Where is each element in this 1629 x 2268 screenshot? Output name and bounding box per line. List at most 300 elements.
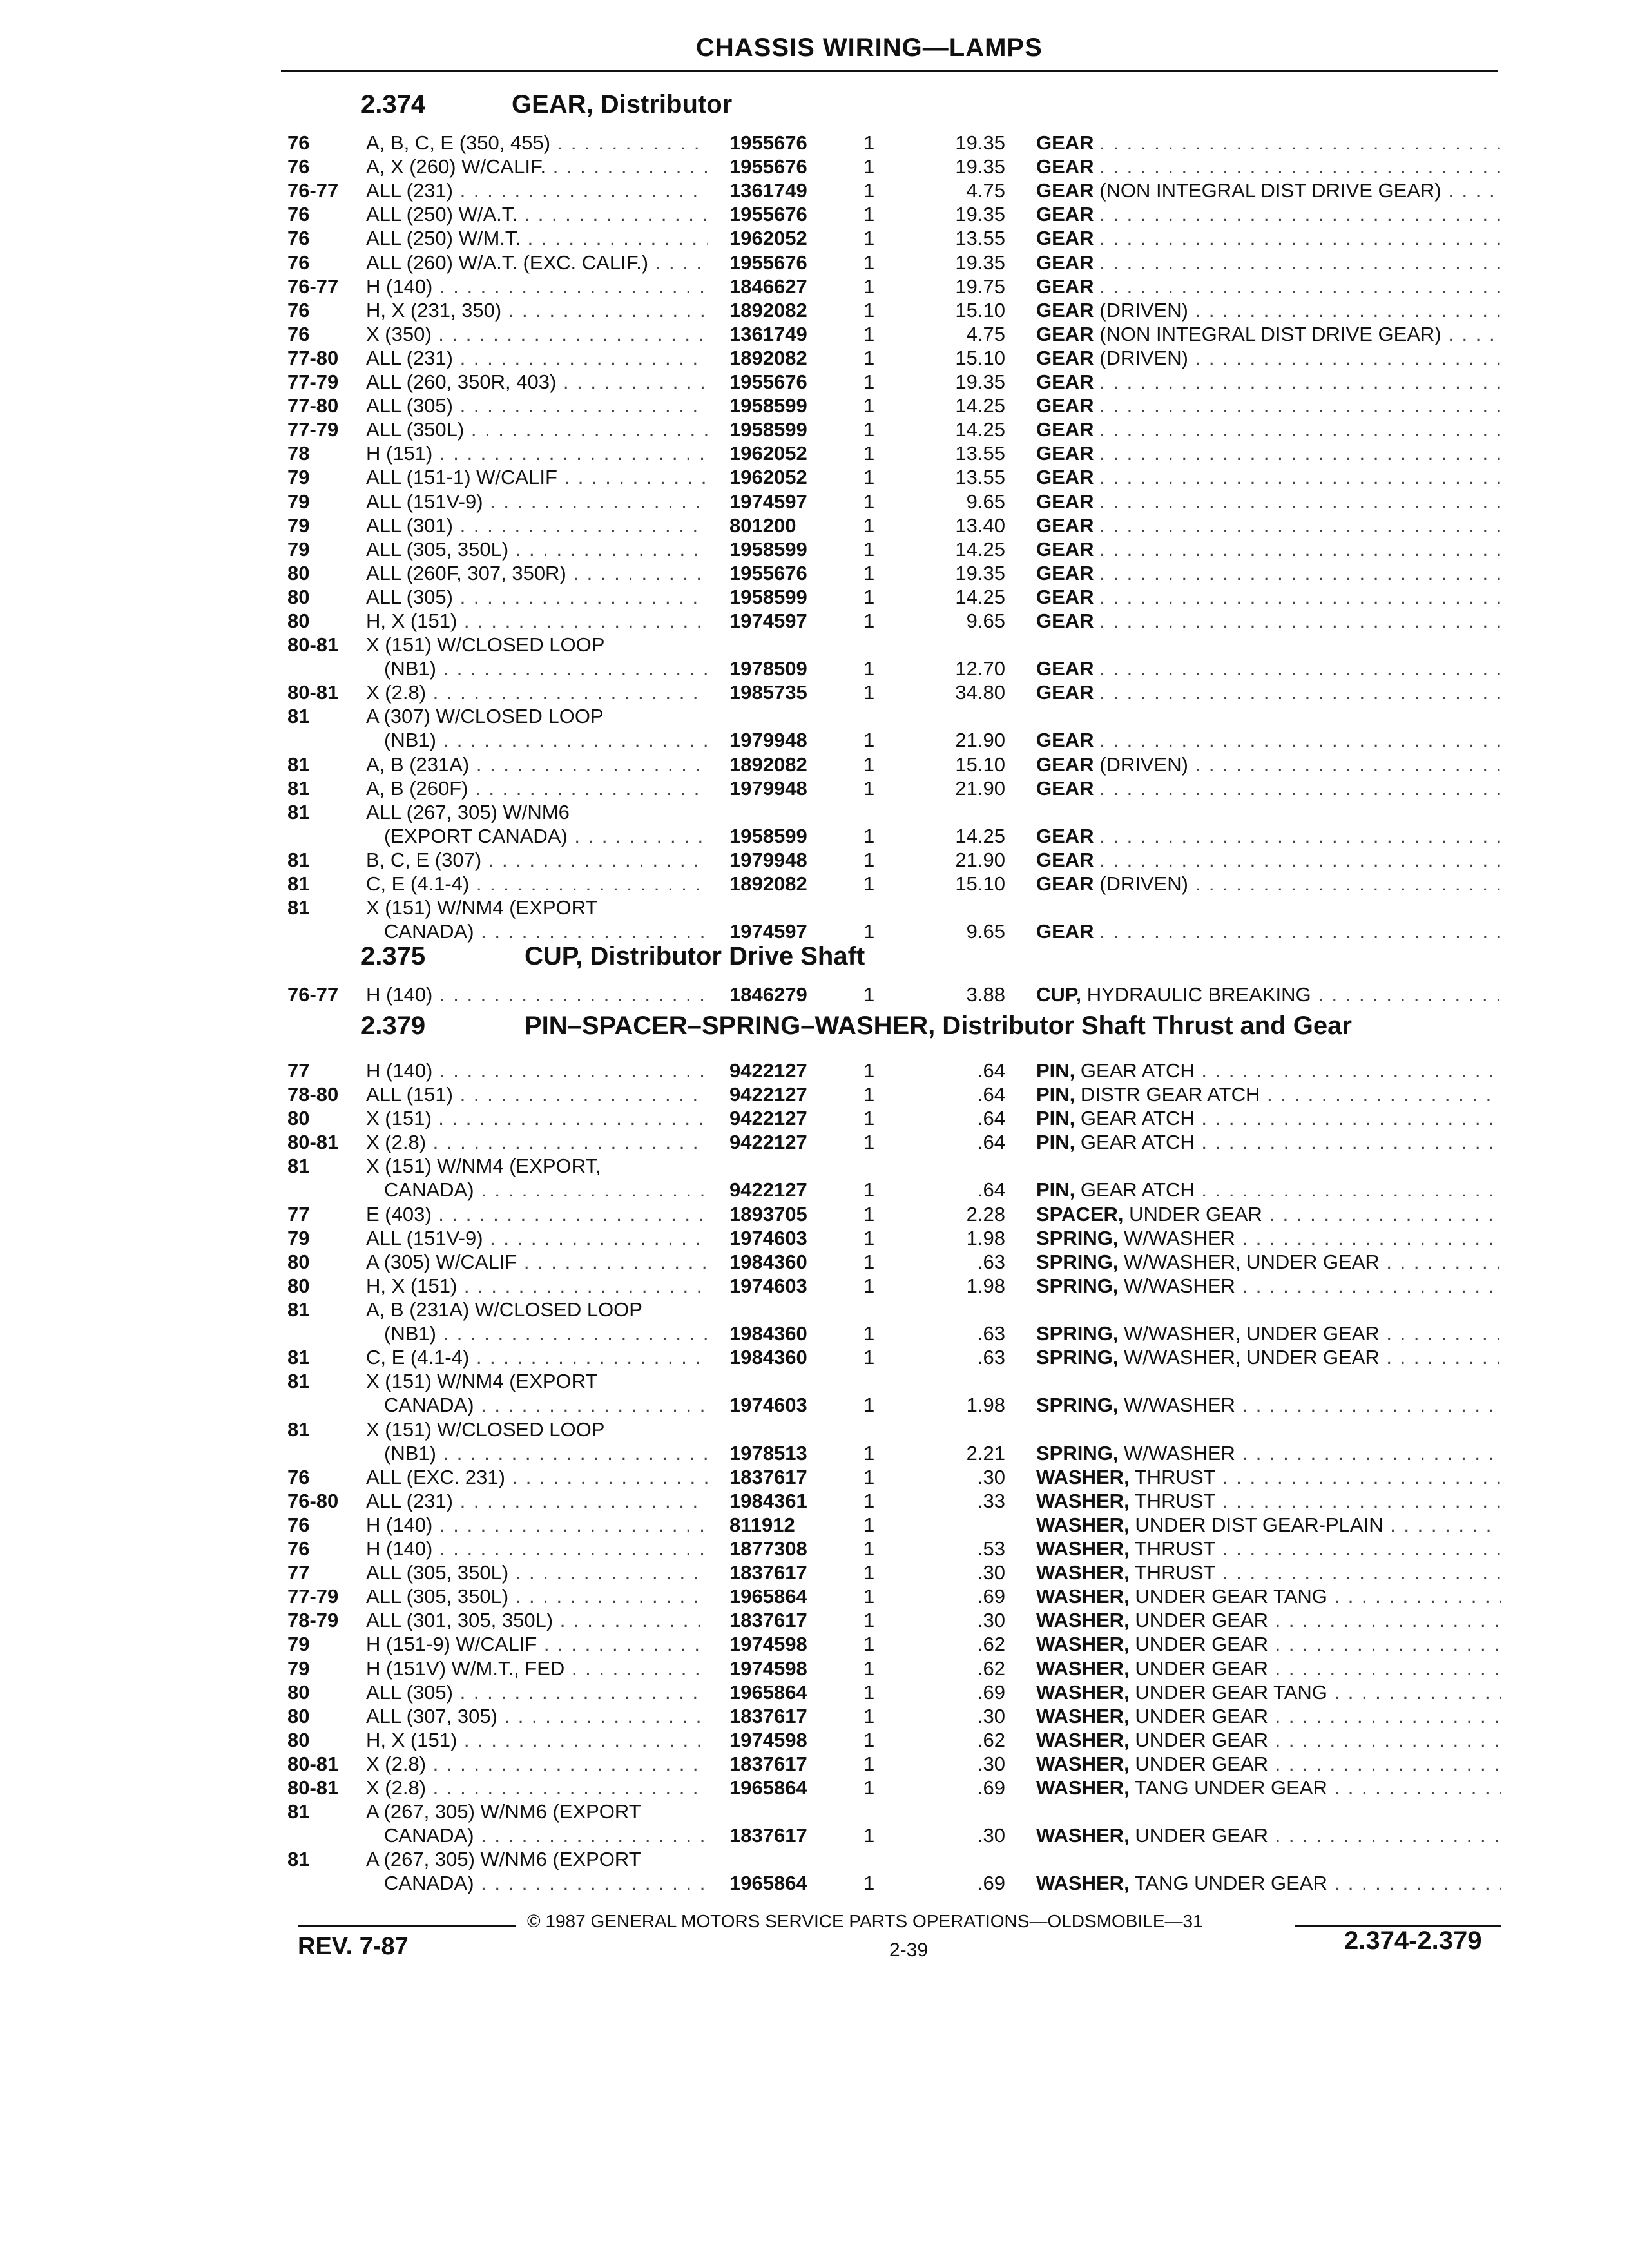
- description-cell: [1036, 490, 1501, 514]
- description-text: W/WASHER: [1124, 1226, 1235, 1249]
- description-cell: [1036, 728, 1501, 752]
- application-cell: A, X (260) W/CALIF. . . .: [366, 155, 708, 178]
- application-cell: X (151) W/NM4 (EXPORT: [366, 1370, 598, 1393]
- table-row: [0, 896, 1629, 943]
- year-cell: 78-80: [287, 1083, 339, 1106]
- description-text: THRUST: [1134, 1537, 1216, 1560]
- year-cell: 76: [287, 1465, 310, 1488]
- year-cell: 81: [287, 1848, 310, 1871]
- quantity-cell: 1: [863, 849, 875, 871]
- table-row: [0, 983, 1629, 1006]
- application-cell: X (2.8) . . .: [366, 680, 708, 704]
- table-row: [0, 1418, 1629, 1465]
- year-cell: 76: [287, 1537, 310, 1560]
- application-cell: A (305) W/CALIF . . .: [366, 1250, 708, 1274]
- description-cell: [1036, 1059, 1501, 1082]
- description-cell: [1036, 680, 1501, 704]
- quantity-cell: 1: [863, 657, 875, 680]
- title-rule: [281, 70, 1498, 72]
- application-cell: H (151) . . .: [366, 441, 708, 465]
- quantity-cell: 1: [863, 346, 875, 369]
- part-number-cell: 1955676: [729, 251, 807, 274]
- table-row: [0, 298, 1629, 322]
- quantity-cell: 1: [863, 1752, 875, 1775]
- price-cell: 13.55: [955, 442, 1005, 465]
- table-row: [0, 155, 1629, 178]
- price-cell: 19.35: [955, 155, 1005, 178]
- year-cell: 80-81: [287, 1776, 339, 1799]
- table-row: [0, 1345, 1629, 1369]
- part-number-cell: 1962052: [729, 466, 807, 489]
- description-cell: [1036, 418, 1501, 441]
- description-keyword: SPRING,: [1036, 1226, 1119, 1249]
- part-number-cell: 1979948: [729, 776, 807, 800]
- application-cell: ALL (305, 350L) . . .: [366, 1584, 708, 1608]
- table-row: [0, 1250, 1629, 1274]
- part-number-cell: 1955676: [729, 561, 807, 584]
- table-row: [0, 370, 1629, 394]
- description-cell: [1036, 1776, 1501, 1800]
- table-row: [0, 800, 1629, 848]
- year-cell: 80: [287, 1728, 310, 1751]
- year-cell: 77-80: [287, 346, 339, 369]
- description-keyword: WASHER,: [1036, 1465, 1130, 1488]
- section-number: 2.375: [361, 942, 426, 970]
- application-cell: X (2.8) . . .: [366, 1776, 708, 1800]
- price-cell: 15.10: [955, 872, 1005, 896]
- application-cell: H (140) . . .: [366, 983, 708, 1006]
- footer-section-range: 2.374-2.379: [1344, 1927, 1482, 1955]
- description-keyword: GEAR: [1036, 155, 1094, 178]
- description-cell: [1036, 1274, 1501, 1298]
- price-cell: 34.80: [955, 681, 1005, 704]
- price-cell: 14.25: [955, 824, 1005, 847]
- quantity-cell: 1: [863, 274, 875, 298]
- description-keyword: GEAR: [1036, 394, 1094, 418]
- part-number-cell: 1979948: [729, 849, 807, 871]
- year-cell: 76: [287, 131, 310, 154]
- description-cell: [1036, 1608, 1501, 1632]
- quantity-cell: 1: [863, 561, 875, 584]
- price-cell: .63: [977, 1346, 1005, 1369]
- quantity-cell: 1: [863, 585, 875, 608]
- table-row: [0, 1369, 1629, 1417]
- quantity-cell: 1: [863, 227, 875, 250]
- description-text: UNDER GEAR: [1135, 1752, 1269, 1775]
- part-number-cell: 1974597: [729, 920, 807, 943]
- application-cell: H (140) . . .: [366, 1059, 708, 1082]
- description-text: UNDER GEAR TANG: [1135, 1680, 1327, 1704]
- table-row: [0, 346, 1629, 370]
- price-cell: 15.10: [955, 298, 1005, 322]
- description-keyword: SPRING,: [1036, 1346, 1119, 1369]
- description-cell: [1036, 983, 1501, 1006]
- description-cell: [1036, 1178, 1501, 1202]
- quantity-cell: 1: [863, 537, 875, 561]
- quantity-cell: 1: [863, 298, 875, 322]
- description-keyword: CUP,: [1036, 983, 1082, 1006]
- quantity-cell: 1: [863, 1561, 875, 1584]
- description-cell: [1036, 561, 1501, 585]
- part-number-cell: 9422127: [729, 1131, 807, 1154]
- section-number: 2.379: [361, 1012, 426, 1040]
- price-cell: .64: [977, 1083, 1005, 1106]
- year-cell: 81: [287, 896, 310, 919]
- description-cell: [1036, 848, 1501, 872]
- price-cell: .63: [977, 1322, 1005, 1345]
- year-cell: 76: [287, 251, 310, 274]
- quantity-cell: 1: [863, 753, 875, 776]
- description-keyword: WASHER,: [1036, 1776, 1130, 1799]
- part-number-cell: 1837617: [729, 1704, 807, 1727]
- year-cell: 77-79: [287, 1585, 339, 1608]
- part-number-cell: 1361749: [729, 322, 807, 345]
- price-cell: 9.65: [966, 610, 1005, 632]
- year-cell: 79: [287, 490, 310, 513]
- description-cell: [1036, 1561, 1501, 1584]
- year-cell: 79: [287, 514, 310, 537]
- section-title: GEAR, Distributor: [512, 90, 733, 119]
- quantity-cell: 1: [863, 394, 875, 418]
- year-cell: 80: [287, 585, 310, 608]
- description-text: UNDER GEAR: [1135, 1609, 1269, 1632]
- description-keyword: WASHER,: [1036, 1513, 1130, 1536]
- year-cell: 78: [287, 442, 310, 465]
- application-cell: X (151) W/NM4 (EXPORT,: [366, 1155, 601, 1178]
- section-heading: [361, 90, 1521, 125]
- description-keyword: GEAR: [1036, 370, 1094, 393]
- quantity-cell: 1: [863, 1226, 875, 1249]
- description-cell: [1036, 872, 1501, 896]
- description-keyword: GEAR: [1036, 729, 1094, 752]
- application-cell-continued: (NB1) . . .: [384, 657, 708, 680]
- description-keyword: GEAR: [1036, 585, 1094, 608]
- price-cell: 9.65: [966, 490, 1005, 513]
- year-cell: 77: [287, 1059, 310, 1082]
- price-cell: 2.21: [966, 1441, 1005, 1465]
- quantity-cell: 1: [863, 1824, 875, 1847]
- table-row: [0, 1800, 1629, 1847]
- application-cell: X (2.8) . . .: [366, 1752, 708, 1776]
- description-keyword: GEAR: [1036, 657, 1094, 680]
- description-cell: [1036, 1537, 1501, 1561]
- price-cell: .30: [977, 1465, 1005, 1488]
- quantity-cell: 1: [863, 1107, 875, 1130]
- quantity-cell: 1: [863, 514, 875, 537]
- application-cell: C, E (4.1-4) . . .: [366, 872, 708, 896]
- application-cell: ALL (307, 305) . . .: [366, 1704, 708, 1728]
- description-keyword: GEAR: [1036, 849, 1094, 871]
- part-number-cell: 1978509: [729, 657, 807, 680]
- year-cell: 80: [287, 561, 310, 584]
- price-cell: .62: [977, 1633, 1005, 1656]
- description-keyword: WASHER,: [1036, 1489, 1130, 1512]
- description-cell: [1036, 1489, 1501, 1513]
- footer-rule-left: [298, 1925, 516, 1927]
- quantity-cell: 1: [863, 824, 875, 847]
- part-number-cell: 1984360: [729, 1250, 807, 1273]
- quantity-cell: 1: [863, 1465, 875, 1488]
- table-row: [0, 465, 1629, 489]
- description-cell: [1036, 1465, 1501, 1489]
- application-cell: ALL (260F, 307, 350R) . . .: [366, 561, 708, 585]
- quantity-cell: 1: [863, 920, 875, 943]
- description-text: UNDER GEAR: [1135, 1657, 1269, 1680]
- description-keyword: SPRING,: [1036, 1250, 1119, 1273]
- description-cell: [1036, 1393, 1501, 1417]
- description-keyword: GEAR: [1036, 298, 1094, 322]
- price-cell: 19.35: [955, 370, 1005, 393]
- description-text: (NON INTEGRAL DIST DRIVE GEAR): [1099, 322, 1441, 345]
- price-cell: 1.98: [966, 1274, 1005, 1297]
- application-cell: B, C, E (307) . . .: [366, 848, 708, 872]
- part-number-cell: 9422127: [729, 1083, 807, 1106]
- application-cell-continued: CANADA) . . .: [384, 1823, 708, 1847]
- year-cell: 79: [287, 1657, 310, 1680]
- table-row: [0, 704, 1629, 752]
- description-cell: [1036, 1321, 1501, 1345]
- year-cell: 77-80: [287, 394, 339, 418]
- description-cell: [1036, 919, 1501, 943]
- quantity-cell: 1: [863, 1872, 875, 1895]
- quantity-cell: 1: [863, 1250, 875, 1273]
- quantity-cell: 1: [863, 251, 875, 274]
- year-cell: 81: [287, 872, 310, 896]
- price-cell: .64: [977, 1131, 1005, 1154]
- application-cell: ALL (231) . . .: [366, 346, 708, 370]
- price-cell: .30: [977, 1824, 1005, 1847]
- description-cell: [1036, 394, 1501, 418]
- description-text: (DRIVEN): [1099, 872, 1188, 896]
- quantity-cell: 1: [863, 1394, 875, 1417]
- description-cell: [1036, 657, 1501, 680]
- price-cell: 14.25: [955, 585, 1005, 608]
- table-row: [0, 1298, 1629, 1345]
- description-text: GEAR ATCH: [1080, 1178, 1195, 1202]
- description-cell: [1036, 226, 1501, 250]
- section-number: 2.374: [361, 90, 426, 119]
- part-number-cell: 1978513: [729, 1441, 807, 1465]
- price-cell: .62: [977, 1657, 1005, 1680]
- description-cell: [1036, 1250, 1501, 1274]
- year-cell: 80: [287, 1274, 310, 1297]
- price-cell: 15.10: [955, 346, 1005, 369]
- year-cell: 80: [287, 1107, 310, 1130]
- part-number-cell: 1965864: [729, 1872, 807, 1895]
- description-keyword: WASHER,: [1036, 1537, 1130, 1560]
- application-cell: H, X (151) . . .: [366, 609, 708, 633]
- part-number-cell: 1955676: [729, 155, 807, 178]
- description-keyword: GEAR: [1036, 824, 1094, 847]
- description-cell: [1036, 1345, 1501, 1369]
- application-cell: ALL (305) . . .: [366, 585, 708, 609]
- part-number-cell: 1958599: [729, 418, 807, 441]
- part-number-cell: 1974597: [729, 490, 807, 513]
- application-cell: A, B, C, E (350, 455) . . .: [366, 131, 708, 155]
- part-number-cell: 1979948: [729, 729, 807, 752]
- price-cell: 1.98: [966, 1226, 1005, 1249]
- application-cell: C, E (4.1-4) . . .: [366, 1345, 708, 1369]
- year-cell: 81: [287, 1346, 310, 1369]
- description-cell: [1036, 346, 1501, 370]
- description-text: W/WASHER, UNDER GEAR: [1124, 1322, 1380, 1345]
- part-number-cell: 1837617: [729, 1824, 807, 1847]
- quantity-cell: 1: [863, 418, 875, 441]
- part-number-cell: 9422127: [729, 1107, 807, 1130]
- year-cell: 81: [287, 1298, 310, 1321]
- description-text: W/WASHER: [1124, 1394, 1235, 1417]
- year-cell: 76: [287, 227, 310, 250]
- description-text: THRUST: [1134, 1489, 1216, 1512]
- part-number-cell: 1958599: [729, 585, 807, 608]
- price-cell: 4.75: [966, 322, 1005, 345]
- description-keyword: GEAR: [1036, 442, 1094, 465]
- table-row: [0, 394, 1629, 418]
- application-cell: H, X (151) . . .: [366, 1274, 708, 1298]
- application-cell-continued: CANADA) . . .: [384, 1393, 708, 1417]
- price-cell: 19.35: [955, 251, 1005, 274]
- description-text: W/WASHER: [1124, 1274, 1235, 1297]
- price-cell: .69: [977, 1872, 1005, 1895]
- description-keyword: WASHER,: [1036, 1633, 1130, 1656]
- description-cell: [1036, 753, 1501, 776]
- description-keyword: GEAR: [1036, 514, 1094, 537]
- year-cell: 76: [287, 1513, 310, 1536]
- part-number-cell: 1985735: [729, 681, 807, 704]
- description-keyword: WASHER,: [1036, 1680, 1130, 1704]
- application-cell: ALL (305, 350L) . . .: [366, 1561, 708, 1584]
- part-number-cell: 1974598: [729, 1633, 807, 1656]
- description-cell: [1036, 1657, 1501, 1680]
- description-keyword: GEAR: [1036, 418, 1094, 441]
- part-number-cell: 1974597: [729, 610, 807, 632]
- application-cell: A, B (231A) W/CLOSED LOOP: [366, 1298, 642, 1321]
- application-cell-continued: (EXPORT CANADA) . . .: [384, 824, 708, 848]
- description-keyword: PIN,: [1036, 1059, 1075, 1082]
- application-cell: ALL (151V-9) . . .: [366, 1226, 708, 1250]
- quantity-cell: 1: [863, 1178, 875, 1202]
- section-title: CUP, Distributor Drive Shaft: [525, 942, 865, 970]
- description-cell: [1036, 1513, 1501, 1537]
- price-cell: 13.55: [955, 466, 1005, 489]
- quantity-cell: 1: [863, 1657, 875, 1680]
- year-cell: 80: [287, 610, 310, 632]
- table-row: [0, 1489, 1629, 1513]
- description-keyword: GEAR: [1036, 681, 1094, 704]
- description-cell: [1036, 322, 1501, 346]
- description-keyword: WASHER,: [1036, 1728, 1130, 1751]
- quantity-cell: 1: [863, 1585, 875, 1608]
- quantity-cell: 1: [863, 1346, 875, 1369]
- table-row: [0, 1202, 1629, 1226]
- part-number-cell: 1846279: [729, 983, 807, 1006]
- part-number-cell: 1361749: [729, 179, 807, 202]
- table-row: [0, 1106, 1629, 1130]
- description-keyword: GEAR: [1036, 251, 1094, 274]
- part-number-cell: 1877308: [729, 1537, 807, 1560]
- price-cell: 9.65: [966, 920, 1005, 943]
- year-cell: 81: [287, 849, 310, 871]
- description-keyword: GEAR: [1036, 322, 1094, 345]
- year-cell: 76: [287, 298, 310, 322]
- part-number-cell: 1837617: [729, 1465, 807, 1488]
- table-row: [0, 848, 1629, 872]
- description-keyword: GEAR: [1036, 561, 1094, 584]
- table-row: [0, 1226, 1629, 1250]
- quantity-cell: 1: [863, 1633, 875, 1656]
- part-number-cell: 9422127: [729, 1178, 807, 1202]
- application-cell: ALL (EXC. 231) . . .: [366, 1465, 708, 1489]
- table-row: [0, 680, 1629, 704]
- description-keyword: GEAR: [1036, 776, 1094, 800]
- application-cell: X (350) . . .: [366, 322, 708, 346]
- price-cell: .30: [977, 1561, 1005, 1584]
- description-cell: [1036, 131, 1501, 155]
- application-cell: ALL (151) . . .: [366, 1082, 708, 1106]
- year-cell: 81: [287, 776, 310, 800]
- quantity-cell: 1: [863, 1776, 875, 1799]
- quantity-cell: 1: [863, 155, 875, 178]
- part-number-cell: 1974598: [729, 1728, 807, 1751]
- description-text: TANG UNDER GEAR: [1134, 1872, 1327, 1895]
- description-keyword: WASHER,: [1036, 1824, 1130, 1847]
- year-cell: 80: [287, 1704, 310, 1727]
- description-cell: [1036, 274, 1501, 298]
- part-number-cell: 1984360: [729, 1346, 807, 1369]
- description-keyword: SPACER,: [1036, 1202, 1124, 1225]
- price-cell: 19.75: [955, 274, 1005, 298]
- page-title: CHASSIS WIRING—LAMPS: [696, 34, 1043, 62]
- quantity-cell: 1: [863, 610, 875, 632]
- description-cell: [1036, 178, 1501, 202]
- description-keyword: GEAR: [1036, 346, 1094, 369]
- description-keyword: GEAR: [1036, 753, 1094, 776]
- table-row: [0, 1657, 1629, 1680]
- quantity-cell: 1: [863, 1513, 875, 1536]
- description-keyword: SPRING,: [1036, 1322, 1119, 1345]
- application-cell: X (151) . . .: [366, 1106, 708, 1130]
- quantity-cell: 1: [863, 1131, 875, 1154]
- description-keyword: WASHER,: [1036, 1585, 1130, 1608]
- table-row: [0, 585, 1629, 609]
- price-cell: 3.88: [966, 983, 1005, 1006]
- description-cell: [1036, 1752, 1501, 1776]
- part-number-cell: 1892082: [729, 298, 807, 322]
- description-keyword: PIN,: [1036, 1107, 1075, 1130]
- quantity-cell: 1: [863, 1202, 875, 1225]
- year-cell: 77: [287, 1561, 310, 1584]
- application-cell: ALL (267, 305) W/NM6: [366, 800, 570, 823]
- application-cell: H (140) . . .: [366, 274, 708, 298]
- year-cell: 77-79: [287, 370, 339, 393]
- year-cell: 76-77: [287, 274, 339, 298]
- quantity-cell: 1: [863, 1537, 875, 1560]
- part-number-cell: 1965864: [729, 1585, 807, 1608]
- price-cell: .69: [977, 1680, 1005, 1704]
- application-cell: X (151) W/CLOSED LOOP: [366, 1418, 605, 1441]
- part-number-cell: 1984360: [729, 1322, 807, 1345]
- price-cell: 19.35: [955, 203, 1005, 226]
- table-row: [0, 776, 1629, 800]
- table-row: [0, 1154, 1629, 1202]
- year-cell: 81: [287, 1800, 310, 1823]
- application-cell: E (403) . . .: [366, 1202, 708, 1226]
- table-row: [0, 1728, 1629, 1752]
- year-cell: 76-77: [287, 179, 339, 202]
- description-text: TANG UNDER GEAR: [1134, 1776, 1327, 1799]
- description-cell: [1036, 1584, 1501, 1608]
- application-cell: A (267, 305) W/NM6 (EXPORT: [366, 1848, 641, 1871]
